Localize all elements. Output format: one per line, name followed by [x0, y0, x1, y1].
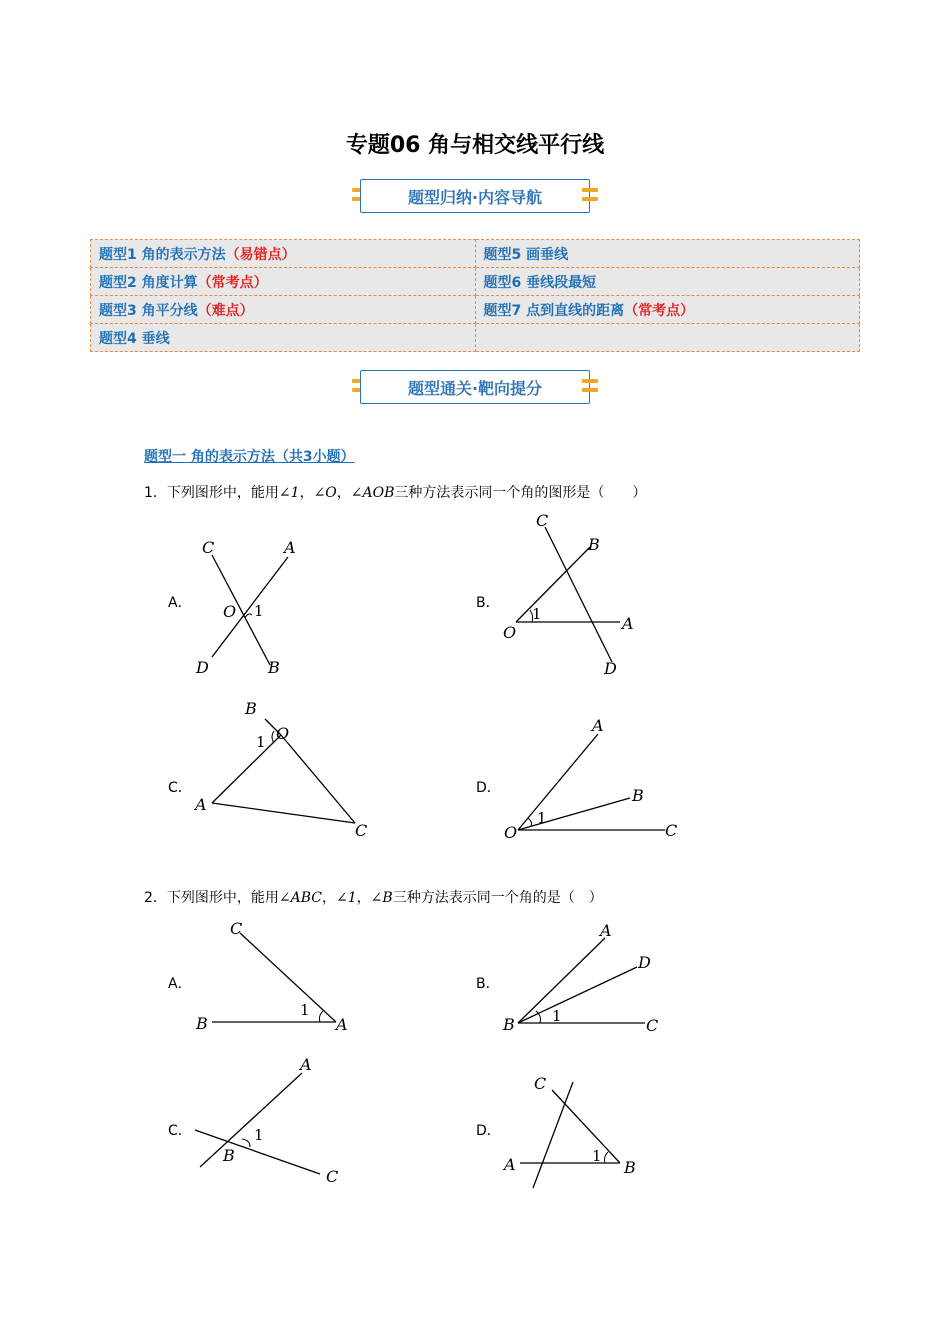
page-title: 专题06 角与相交线平行线 [345, 133, 605, 158]
q2-figure-c [190, 1050, 360, 1190]
toc-row [91, 296, 860, 324]
label-c: C [665, 821, 678, 840]
toc-item[interactable]: 题型4 垂线 [91, 324, 476, 352]
label-b: B [196, 1014, 208, 1033]
practice-banner-label: 题型通关·靶向提分 [360, 370, 590, 404]
label-c: C [202, 538, 215, 557]
q1-option-d[interactable]: D． [476, 780, 501, 796]
label-b: B [503, 1015, 515, 1034]
q1-option-b[interactable]: B． [476, 595, 500, 611]
label-a: A [592, 716, 604, 735]
q2-option-b[interactable]: B． [476, 976, 500, 992]
label-c: C [646, 1016, 659, 1035]
label-one: 1 [300, 1001, 310, 1019]
label-o: O [504, 823, 518, 842]
question-1: 1．下列图形中，能用∠1，∠O，∠AOB三种方法表示同一个角的图形是（ ） [144, 485, 647, 501]
toc-banner-label: 题型归纳·内容导航 [360, 179, 590, 213]
q1-option-c[interactable]: C． [168, 780, 192, 796]
label-b: B [223, 1146, 235, 1165]
label-a: A [300, 1055, 312, 1074]
label-one: 1 [254, 1126, 264, 1144]
label-a: A [504, 1155, 516, 1174]
label-o: O [276, 724, 290, 743]
toc-item[interactable]: 题型5 画垂线 [475, 240, 860, 268]
label-one: 1 [537, 809, 547, 827]
label-c: C [326, 1167, 339, 1186]
q2-option-c[interactable]: C． [168, 1123, 192, 1139]
toc-item[interactable]: 题型3 角平分线（难点） [91, 296, 476, 324]
label-one: 1 [552, 1007, 562, 1025]
label-b: B [588, 535, 600, 554]
label-a: A [622, 614, 634, 633]
label-a: A [600, 921, 612, 940]
q2-option-a[interactable]: A． [168, 976, 192, 992]
label-a: A [284, 538, 296, 557]
toc-item [475, 324, 860, 352]
practice-banner [360, 370, 590, 406]
label-c: C [536, 511, 549, 530]
toc-item[interactable]: 题型6 垂线段最短 [475, 268, 860, 296]
right-bars-icon [582, 379, 598, 397]
q1-option-a[interactable]: A． [168, 595, 192, 611]
label-one: 1 [592, 1147, 602, 1165]
toc-row [91, 268, 860, 296]
label-b: B [624, 1158, 636, 1177]
q2-option-d[interactable]: D． [476, 1123, 501, 1139]
toc-banner [360, 179, 590, 215]
toc-table [90, 239, 860, 352]
q1-figure-a [190, 535, 320, 685]
q1-figure-b [500, 512, 650, 682]
label-c: C [230, 919, 243, 938]
label-a: A [336, 1015, 348, 1034]
label-b: B [268, 658, 280, 677]
toc-item[interactable]: 题型2 角度计算（常考点） [91, 268, 476, 296]
right-bars-icon [582, 188, 598, 206]
q2-figure-b [500, 920, 670, 1040]
toc-item[interactable]: 题型1 角的表示方法（易错点） [91, 240, 476, 268]
label-b: B [632, 786, 644, 805]
label-d: D [196, 658, 209, 677]
question-2: 2．下列图形中，能用∠ABC，∠1，∠B三种方法表示同一个角的是（ ） [144, 890, 603, 906]
q2-figure-a [190, 915, 360, 1040]
q1-figure-d [500, 712, 690, 842]
label-one: 1 [256, 733, 266, 751]
toc-row [91, 240, 860, 268]
label-c: C [534, 1074, 547, 1093]
label-one: 1 [532, 605, 542, 623]
q2-figure-d [500, 1070, 650, 1195]
label-b: B [245, 699, 257, 718]
label-a: A [195, 795, 207, 814]
toc-item[interactable]: 题型7 点到直线的距离（常考点） [475, 296, 860, 324]
q1-figure-c [190, 695, 380, 845]
label-c: C [355, 821, 368, 840]
label-o: O [223, 602, 237, 621]
section-title[interactable]: 题型一 角的表示方法（共3小题） [144, 449, 355, 465]
label-one: 1 [254, 602, 264, 620]
label-d: D [638, 953, 651, 972]
label-d: D [604, 659, 617, 678]
label-o: O [503, 623, 517, 642]
toc-row [91, 324, 860, 352]
